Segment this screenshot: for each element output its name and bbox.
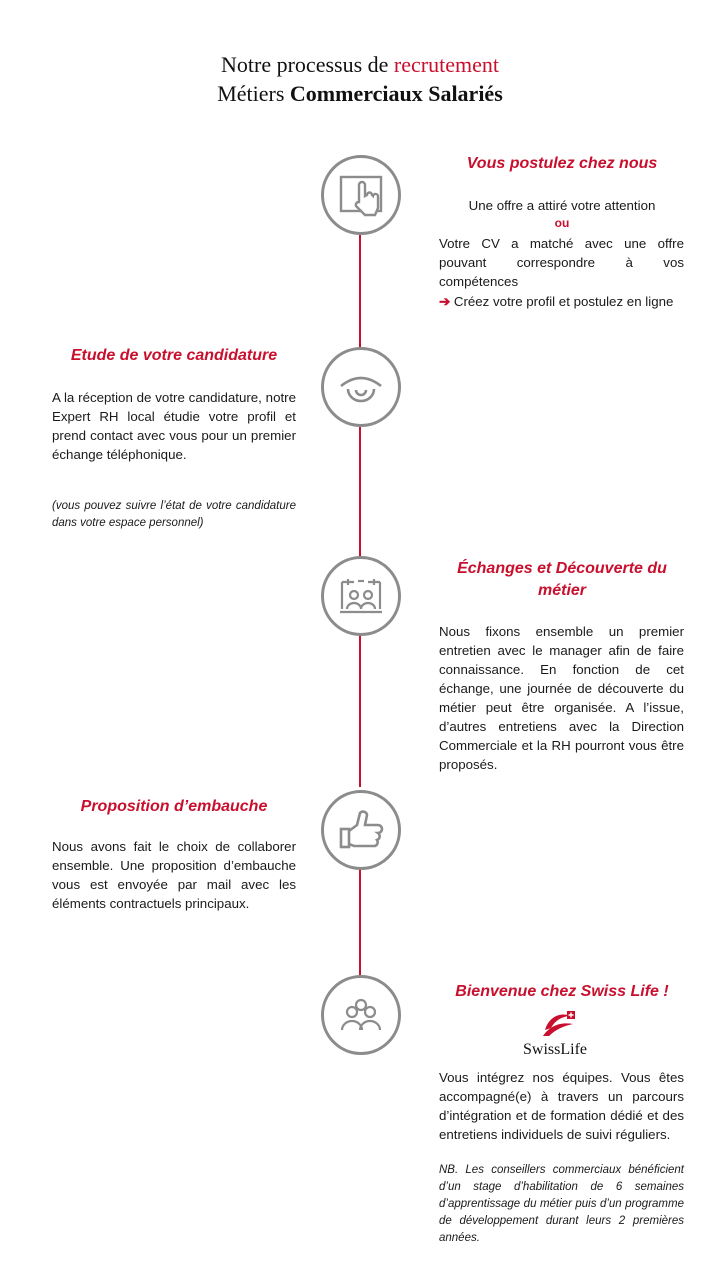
step-4-heading: Proposition d’embauche [80, 798, 268, 815]
step-1-intro: Une offre a attiré votre attention [468, 198, 656, 213]
step-1-body: Votre CV a matché avec une offre pouvant correspondre à vos compétences [439, 236, 684, 289]
step-5-note: NB. Les conseillers commerciaux bénéficient d’un stage d’habilitation de 6 semaines d’apprentissage du métier puis d’un programme de développement durant leurs 2 premières années. [439, 1164, 684, 1244]
title-line-2: Métiers Commerciaux Salariés [217, 81, 503, 106]
timeline-connector [359, 424, 361, 558]
title-line-1: Notre processus de recrutement [221, 52, 499, 77]
step-2-heading: Etude de votre candidature [70, 347, 278, 364]
step-2-note: (vous pouvez suivre l’état de votre candidature dans votre espace personnel) [52, 500, 296, 529]
step-3-body: Nous fixons ensemble un premier entretien avec le manager afin de faire connaissance. En fonction de cet échange, une journée de découverte du métier peut être organisée. A l’issue, d’autres entretiens avec la Direction Commerciale et la RH pourront vous être proposés. [439, 624, 684, 772]
timeline-connector [359, 232, 361, 350]
step-4-body: Nous avons fait le choix de collaborer ensemble. Une proposition d’embauche vous est envoyée par mail avec les éléments contractuels principaux. [52, 839, 296, 911]
eye-icon [324, 350, 398, 424]
thumbs-up-icon [324, 793, 398, 867]
swisslife-logo-icon [541, 1010, 577, 1038]
step-1-or: ou [554, 216, 570, 230]
step-5-circle [321, 975, 401, 1055]
timeline-connector [359, 633, 361, 787]
step-1-heading: Vous postulez chez nous [466, 155, 658, 172]
step-3-circle [321, 556, 401, 636]
team-icon [324, 978, 398, 1052]
step-1-action: ➔ Créez votre profil et postulez en ligne [439, 294, 674, 309]
step-5-heading: Bienvenue chez Swiss Life ! [455, 983, 669, 1000]
meeting-icon [324, 559, 398, 633]
timeline-connector [359, 868, 361, 978]
step-3-heading: Échanges et Découverte du métier [457, 560, 667, 599]
page-title [0, 50, 720, 108]
step-1-circle [321, 155, 401, 235]
swisslife-logo-text: SwissLife [523, 1041, 587, 1058]
step-2-circle [321, 347, 401, 427]
step-2-body: A la réception de votre candidature, notre Expert RH local étudie votre profil et prend contact avec vous pour un premier échange téléphonique. [52, 390, 296, 462]
arrow-right-icon: ➔ [439, 294, 451, 309]
step-5-body: Vous intégrez nos équipes. Vous êtes accompagné(e) à travers un parcours d’intégration et de formation dédié et des entretiens individuels de suivi réguliers. [439, 1070, 684, 1142]
hand-pointer-icon [324, 158, 398, 232]
step-4-circle [321, 790, 401, 870]
